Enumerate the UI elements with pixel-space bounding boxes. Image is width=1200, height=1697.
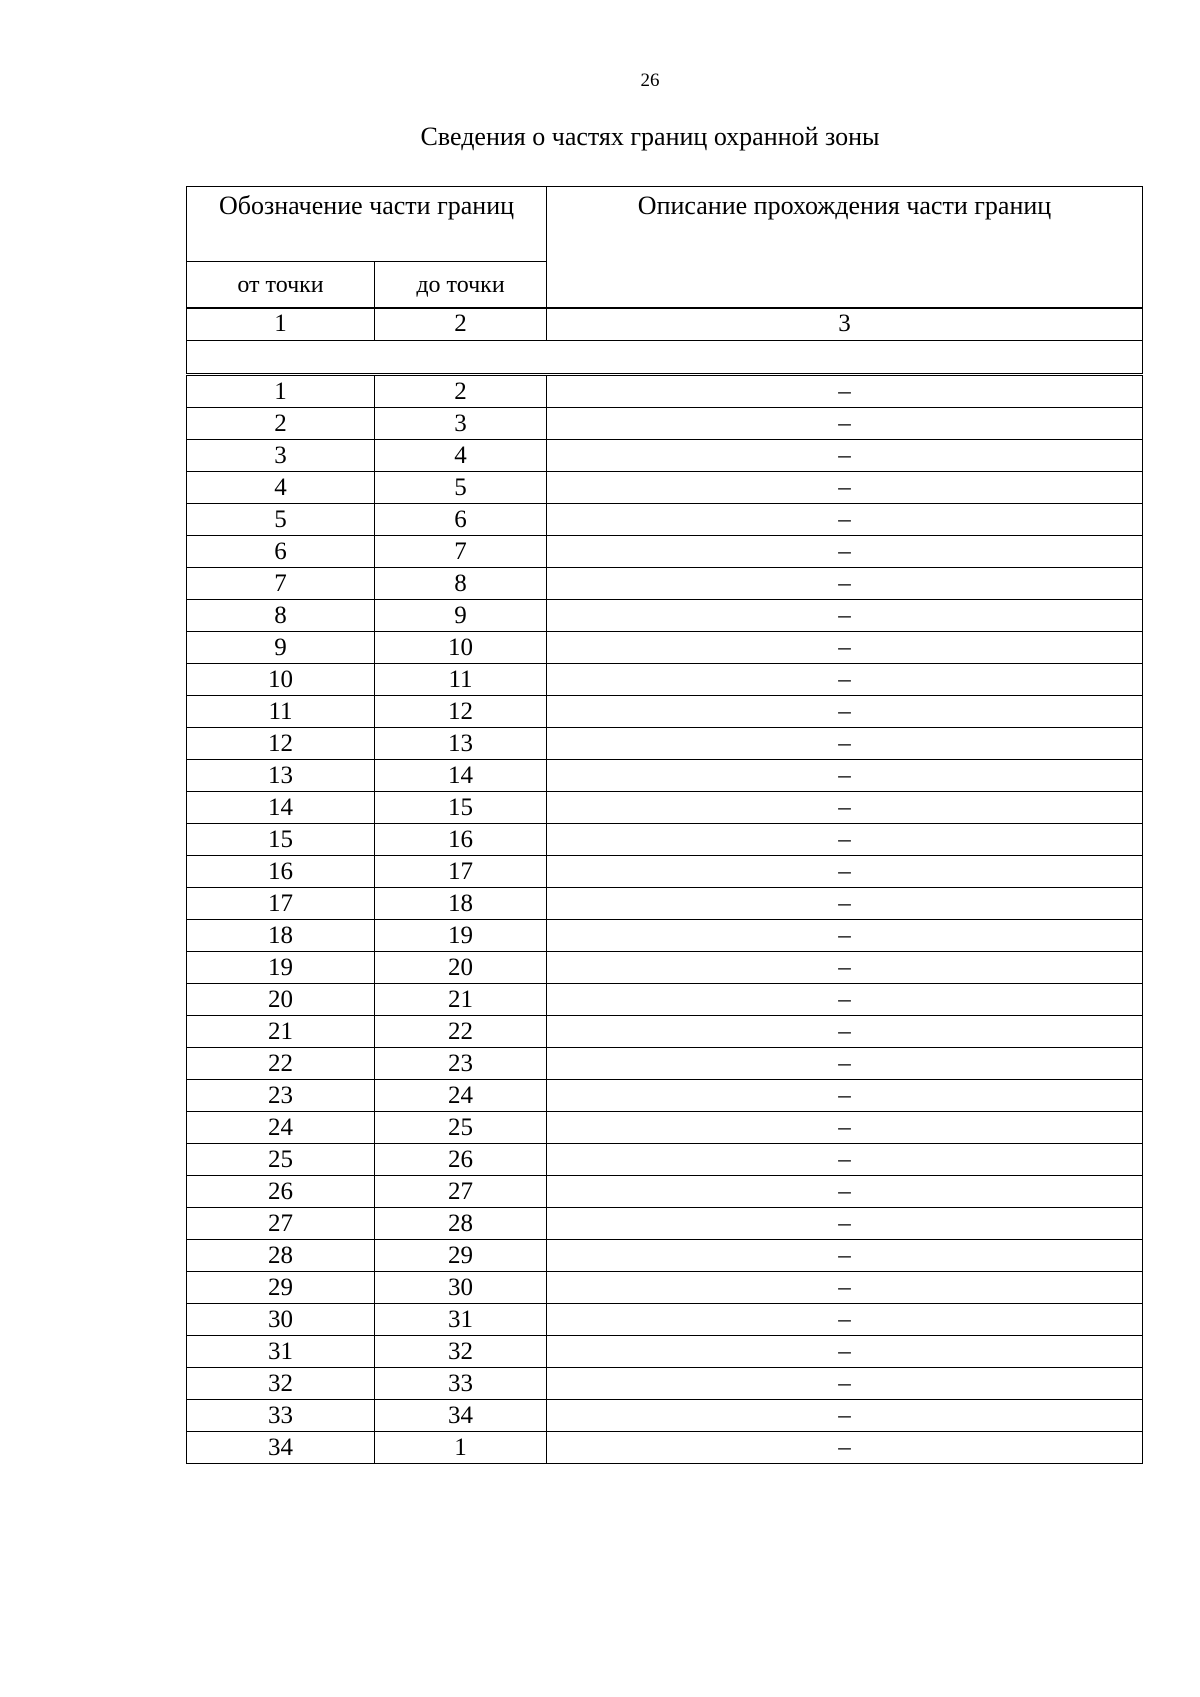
cell-from: 13 xyxy=(187,760,375,792)
cell-desc: – xyxy=(547,696,1143,728)
cell-to: 2 xyxy=(375,376,547,408)
cell-desc: – xyxy=(547,1432,1143,1464)
cell-to: 33 xyxy=(375,1368,547,1400)
table-row xyxy=(187,792,1143,824)
table-row xyxy=(187,728,1143,760)
table-row xyxy=(187,1304,1143,1336)
cell-to: 26 xyxy=(375,1144,547,1176)
header-table xyxy=(186,186,1143,309)
cell-to: 16 xyxy=(375,824,547,856)
table-row xyxy=(187,1144,1143,1176)
page-title: Сведения о частях границ охранной зоны xyxy=(420,122,880,151)
cell-from: 27 xyxy=(187,1208,375,1240)
table-row xyxy=(187,920,1143,952)
cell-to: 19 xyxy=(375,920,547,952)
cell-from: 6 xyxy=(187,536,375,568)
page-number: 26 xyxy=(640,70,660,91)
cell-to: 3 xyxy=(375,408,547,440)
cell-to: 29 xyxy=(375,1240,547,1272)
table-row xyxy=(187,664,1143,696)
cell-desc: – xyxy=(547,664,1143,696)
cell-from: 20 xyxy=(187,984,375,1016)
cell-to: 4 xyxy=(375,440,547,472)
cell-from: 11 xyxy=(187,696,375,728)
cell-from: 25 xyxy=(187,1144,375,1176)
table-row xyxy=(187,504,1143,536)
cell-desc: – xyxy=(547,952,1143,984)
table-row xyxy=(187,1432,1143,1464)
cell-desc: – xyxy=(547,1112,1143,1144)
cell-desc: – xyxy=(547,472,1143,504)
cell-from: 22 xyxy=(187,1048,375,1080)
cell-desc: – xyxy=(547,760,1143,792)
cell-to: 20 xyxy=(375,952,547,984)
cell-desc: – xyxy=(547,568,1143,600)
cell-to: 6 xyxy=(375,504,547,536)
cell-from: 34 xyxy=(187,1432,375,1464)
cell-desc: – xyxy=(547,536,1143,568)
table-row xyxy=(187,1400,1143,1432)
cell-from: 29 xyxy=(187,1272,375,1304)
cell-to: 24 xyxy=(375,1080,547,1112)
cell-to: 1 xyxy=(375,1432,547,1464)
table-row xyxy=(187,1048,1143,1080)
cell-desc: – xyxy=(547,1016,1143,1048)
cell-to: 11 xyxy=(375,664,547,696)
cell-to: 8 xyxy=(375,568,547,600)
cell-from: 16 xyxy=(187,856,375,888)
cell-from: 17 xyxy=(187,888,375,920)
cell-to: 25 xyxy=(375,1112,547,1144)
cell-desc: – xyxy=(547,1144,1143,1176)
table-row xyxy=(187,408,1143,440)
cell-to: 22 xyxy=(375,1016,547,1048)
cell-from: 19 xyxy=(187,952,375,984)
cell-from: 18 xyxy=(187,920,375,952)
table-row xyxy=(187,1112,1143,1144)
cell-desc: – xyxy=(547,1048,1143,1080)
cell-desc: – xyxy=(547,632,1143,664)
table-row xyxy=(187,984,1143,1016)
cell-from: 5 xyxy=(187,504,375,536)
header-to-cell: до точки xyxy=(375,262,547,309)
cell-desc: – xyxy=(547,376,1143,408)
cell-from: 12 xyxy=(187,728,375,760)
table-row xyxy=(187,1336,1143,1368)
cell-desc: – xyxy=(547,440,1143,472)
blank-row xyxy=(187,341,1143,374)
cell-desc: – xyxy=(547,728,1143,760)
cell-from: 24 xyxy=(187,1112,375,1144)
cell-from: 30 xyxy=(187,1304,375,1336)
cell-to: 30 xyxy=(375,1272,547,1304)
cell-from: 21 xyxy=(187,1016,375,1048)
table-row xyxy=(187,760,1143,792)
cell-from: 1 xyxy=(187,376,375,408)
cell-desc: – xyxy=(547,1272,1143,1304)
cell-to: 34 xyxy=(375,1400,547,1432)
cell-to: 15 xyxy=(375,792,547,824)
table-row xyxy=(187,376,1143,408)
cell-to: 18 xyxy=(375,888,547,920)
table-row xyxy=(187,1368,1143,1400)
cell-to: 13 xyxy=(375,728,547,760)
cell-to: 12 xyxy=(375,696,547,728)
table-row xyxy=(187,568,1143,600)
cell-from: 7 xyxy=(187,568,375,600)
cell-from: 4 xyxy=(187,472,375,504)
cell-from: 8 xyxy=(187,600,375,632)
cell-from: 9 xyxy=(187,632,375,664)
cell-to: 14 xyxy=(375,760,547,792)
cell-to: 17 xyxy=(375,856,547,888)
cell-desc: – xyxy=(547,1080,1143,1112)
table-row xyxy=(187,1176,1143,1208)
boundary-table xyxy=(186,375,1143,1464)
table-row xyxy=(187,1208,1143,1240)
cell-to: 28 xyxy=(375,1208,547,1240)
header-group-cell: Обозначение части границ xyxy=(187,187,547,262)
table-row xyxy=(187,1240,1143,1272)
cell-desc: – xyxy=(547,824,1143,856)
cell-to: 5 xyxy=(375,472,547,504)
table-row xyxy=(187,1272,1143,1304)
cell-desc: – xyxy=(547,856,1143,888)
table-row xyxy=(187,952,1143,984)
cell-desc: – xyxy=(547,984,1143,1016)
cell-desc: – xyxy=(547,792,1143,824)
table-row xyxy=(187,440,1143,472)
table-row xyxy=(187,600,1143,632)
cell-to: 21 xyxy=(375,984,547,1016)
table-row xyxy=(187,888,1143,920)
cell-to: 27 xyxy=(375,1176,547,1208)
cell-desc: – xyxy=(547,1208,1143,1240)
cell-from: 32 xyxy=(187,1368,375,1400)
cell-desc: – xyxy=(547,1304,1143,1336)
table-row xyxy=(187,824,1143,856)
cell-from: 3 xyxy=(187,440,375,472)
cell-from: 15 xyxy=(187,824,375,856)
cell-desc: – xyxy=(547,1400,1143,1432)
cell-to: 31 xyxy=(375,1304,547,1336)
column-number-cell: 3 xyxy=(547,308,1143,341)
table-row xyxy=(187,472,1143,504)
cell-desc: – xyxy=(547,1336,1143,1368)
cell-to: 23 xyxy=(375,1048,547,1080)
cell-to: 7 xyxy=(375,536,547,568)
header-from-cell: от точки xyxy=(187,262,375,309)
cell-from: 26 xyxy=(187,1176,375,1208)
cell-to: 10 xyxy=(375,632,547,664)
cell-to: 32 xyxy=(375,1336,547,1368)
cell-desc: – xyxy=(547,1368,1143,1400)
table-row xyxy=(187,632,1143,664)
cell-desc: – xyxy=(547,888,1143,920)
table-row xyxy=(187,536,1143,568)
table-row xyxy=(187,856,1143,888)
cell-desc: – xyxy=(547,1240,1143,1272)
cell-to: 9 xyxy=(375,600,547,632)
cell-from: 23 xyxy=(187,1080,375,1112)
table-row xyxy=(187,1080,1143,1112)
cell-from: 14 xyxy=(187,792,375,824)
cell-from: 33 xyxy=(187,1400,375,1432)
cell-from: 31 xyxy=(187,1336,375,1368)
cell-desc: – xyxy=(547,408,1143,440)
header-description-cell: Описание прохождения части границ xyxy=(547,187,1143,309)
table-row xyxy=(187,1016,1143,1048)
cell-desc: – xyxy=(547,1176,1143,1208)
column-numbers-table xyxy=(186,307,1143,374)
cell-from: 28 xyxy=(187,1240,375,1272)
column-number-cell: 2 xyxy=(375,308,547,341)
column-number-cell: 1 xyxy=(187,308,375,341)
table-row xyxy=(187,696,1143,728)
cell-from: 2 xyxy=(187,408,375,440)
cell-desc: – xyxy=(547,600,1143,632)
cell-from: 10 xyxy=(187,664,375,696)
cell-desc: – xyxy=(547,504,1143,536)
cell-desc: – xyxy=(547,920,1143,952)
